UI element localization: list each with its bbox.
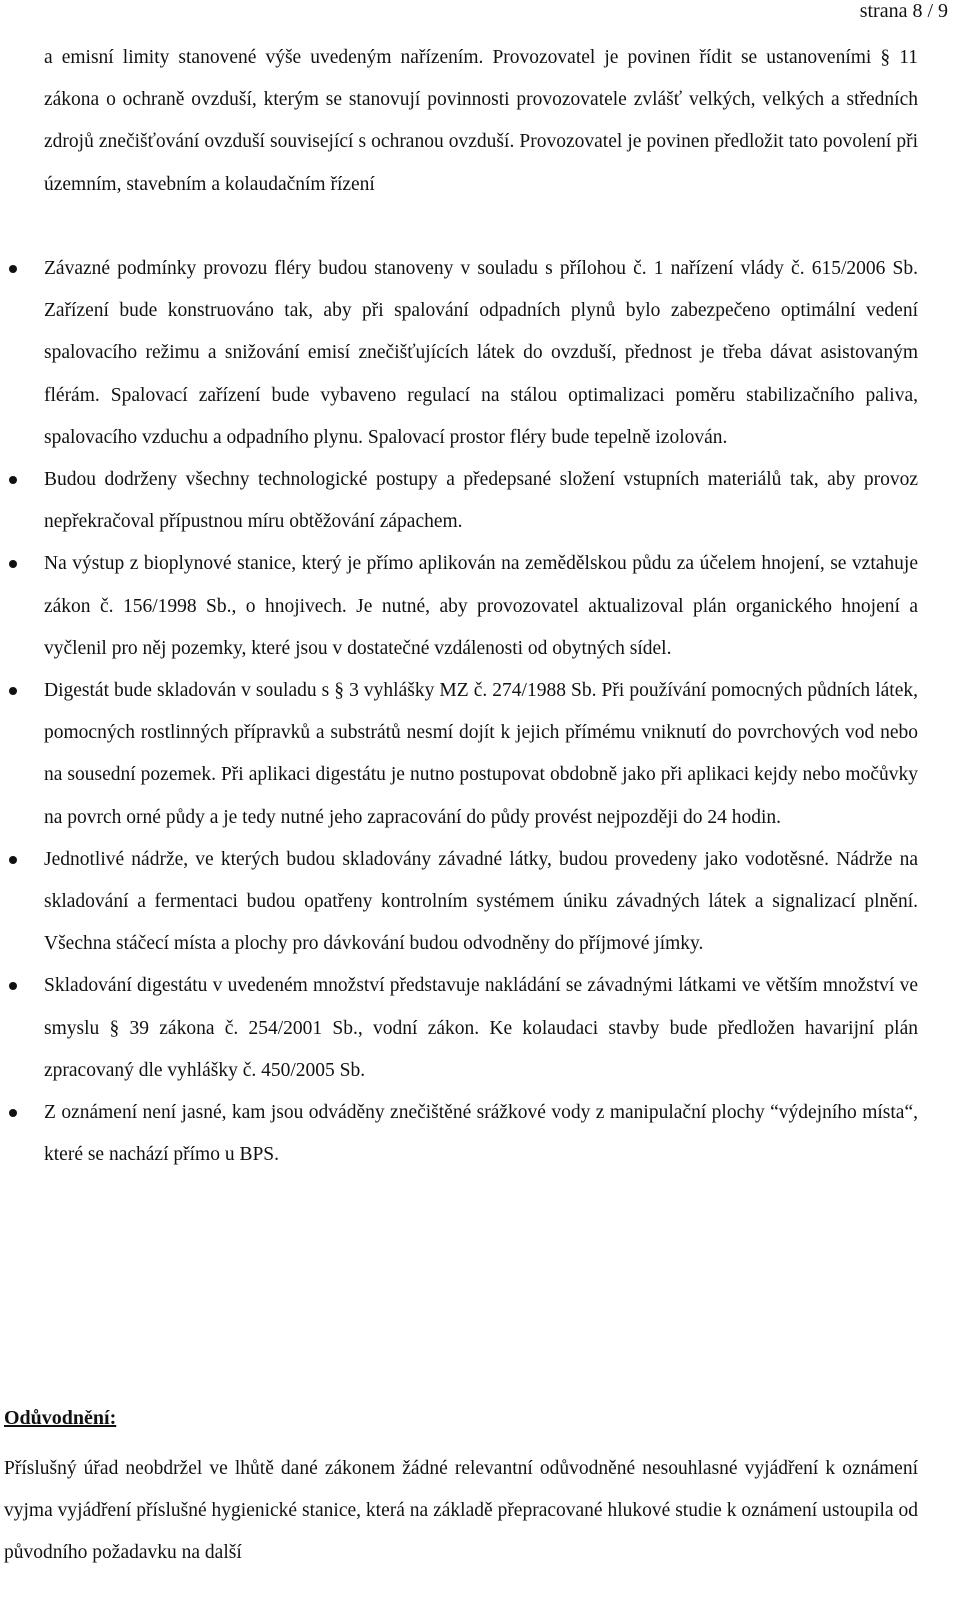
list-item (44, 459, 918, 543)
justification-heading: Odůvodnění: (4, 1407, 117, 1429)
list-item-text: Na výstup z bioplynové stanice, který je přímo aplikován na zemědělskou půdu za účelem hnojení, se vztahuje zákon č. 156/1998 Sb., o hnojivech. Je nutné, aby provozovatel aktualizoval plán organického hnojení a vyčlenil pro něj pozemky, které jsou v dostatečné vzdálenosti od obytných sídel. (44, 553, 918, 659)
bullet-icon (9, 560, 17, 568)
list-item-text: Jednotlivé nádrže, ve kterých budou skladovány závadné látky, budou provedeny jako vodotěsné. Nádrže na skladování a fermentaci budou opatřeny kontrolním systémem úniku závadných látek a signalizací plnění. Všechna stáčecí místa a plochy pro dávkování budou odvodněny do příjmové jímky. (44, 848, 918, 955)
bullet-icon (9, 265, 17, 273)
list-item (44, 670, 918, 839)
intro-paragraph: a emisní limity stanovené výše uvedeným nařízením. Provozovatel je povinen řídit se ustanoveními § 11 zákona o ochraně ovzduší, kterým se stanovují povinnosti provozovatele zvlášť velkých, velkých a středních zdrojů znečišťování ovzduší související s ochranou ovzduší. Provozovatel je povinen předložit tato povolení při územním, stavebním a kolaudačním řízení (44, 47, 918, 195)
list-item-text: Skladování digestátu v uvedeném množství představuje nakládání se závadnými látkami ve větším množství ve smyslu § 39 zákona č. 254/2001 Sb., vodní zákon. Ke kolaudaci stavby bude předložen havarijní plán zpracovaný dle vyhlášky č. 450/2005 Sb. (44, 975, 918, 1081)
bullet-icon (9, 1109, 17, 1117)
list-item (44, 1092, 918, 1176)
list-item-text: Závazné podmínky provozu fléry budou stanoveny v souladu s přílohou č. 1 nařízení vlády č. 615/2006 Sb. Zařízení bude konstruováno tak, aby při spalování odpadních plynů bylo zabezpečeno optimální vedení spalovacího režimu a snižování emisí znečišťujících látek do ovzduší, přednost je třeba dávat asistovaným flérám. Spalovací zařízení bude vybaveno regulací na stálou optimalizaci poměru stabilizačního paliva, spalovacího vzduchu a odpadního plynu. Spalovací prostor fléry bude tepelně izolován. (44, 258, 918, 448)
list-item (44, 543, 918, 670)
page-number: strana 8 / 9 (859, 0, 948, 22)
list-item-text: Z oznámení není jasné, kam jsou odváděny znečištěné srážkové vody z manipulační plochy “výdejního místa“, které se nachází přímo u BPS. (44, 1102, 918, 1166)
conditions-list (44, 248, 918, 1176)
bullet-icon (9, 476, 17, 484)
list-item-text: Budou dodrženy všechny technologické postupy a předepsané složení vstupních materiálů tak, aby provoz nepřekračoval přípustnou míru obtěžování zápachem. (44, 469, 918, 533)
list-item (44, 839, 918, 966)
bullet-icon (9, 687, 17, 695)
list-item-text: Digestát bude skladován v souladu s § 3 vyhlášky MZ č. 274/1988 Sb. Při používání pomocných půdních látek, pomocných rostlinných přípravků a substrátů nesmí dojít k jejich přímému vniknutí do povrchových vod nebo na sousední pozemek. Při aplikaci digestátu je nutno postupovat obdobně jako při aplikaci kejdy nebo močůvky na povrch orné půdy a je tedy nutné jeho zapracování do půdy provést nejpozději do 24 hodin. (44, 680, 918, 828)
justification-paragraph: Příslušný úřad neobdržel ve lhůtě dané zákonem žádné relevantní odůvodněné nesouhlasné vyjádření k oznámení vyjma vyjádření příslušné hygienické stanice, která na základě přepracované hlukové studie k oznámení ustoupila od původního požadavku na další (4, 1458, 918, 1564)
bullet-icon (9, 856, 17, 864)
list-item (44, 248, 918, 459)
list-item (44, 965, 918, 1092)
bullet-icon (9, 982, 17, 990)
